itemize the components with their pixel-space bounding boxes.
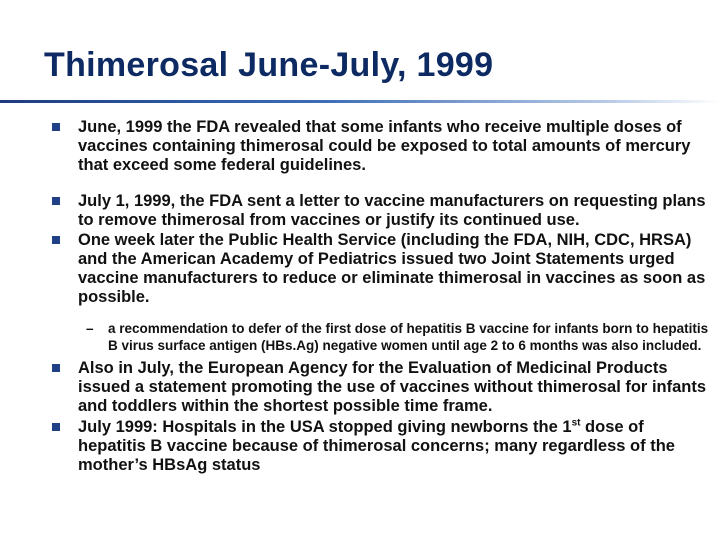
bullet-item [46,118,716,175]
bullet-text: June, 1999 the FDA revealed that some infants who receive multiple doses of vaccines containing thimerosal could be exposed to total amounts of mercury that exceed some federal guidelines. [78,118,691,174]
bullet-text-after: dose of hepatitis B vaccine because of thimerosal concerns; many regardless of the mother’s HBsAg status [78,418,675,474]
bullet-text: One week later the Public Health Service (including the FDA, NIH, CDC, HRSA) and the American Academy of Pediatrics issued two Joint Statements urged vaccine manufacturers to reduce or eliminate thimerosal in vaccines as soon as possible. [78,231,706,306]
superscript-ordinal: st [571,417,581,429]
slide-title: Thimerosal June-July, 1999 [44,46,494,84]
square-bullet-icon [52,197,60,205]
bullet-item [46,418,716,475]
square-bullet-icon [52,236,60,244]
dash-marker: – [86,321,94,336]
square-bullet-icon [52,123,60,131]
bullet-text-before: July 1999: Hospitals in the USA stopped giving newborns the 1 [78,418,572,436]
bullet-text: July 1, 1999, the FDA sent a letter to vaccine manufacturers on requesting plans to remove thimerosal from vaccines or justify its continued use. [78,192,706,229]
title-underline [0,100,720,103]
bullet-list [46,118,716,475]
bullet-text: Also in July, the European Agency for the Evaluation of Medicinal Products issued a statement promoting the use of vaccines without thimerosal for infants and toddlers within the shortest possible time frame. [78,359,707,415]
sub-bullet-text: a recommendation to defer of the first dose of hepatitis B vaccine for infants born to hepatitis B virus surface antigen (HBs.Ag) negative women until age 2 to 6 months was also included. [108,321,709,353]
sub-bullet-item [46,321,716,354]
square-bullet-icon [52,423,60,431]
square-bullet-icon [52,364,60,372]
bullet-item [46,359,716,416]
bullet-item [46,231,716,307]
bullet-item [46,192,716,230]
